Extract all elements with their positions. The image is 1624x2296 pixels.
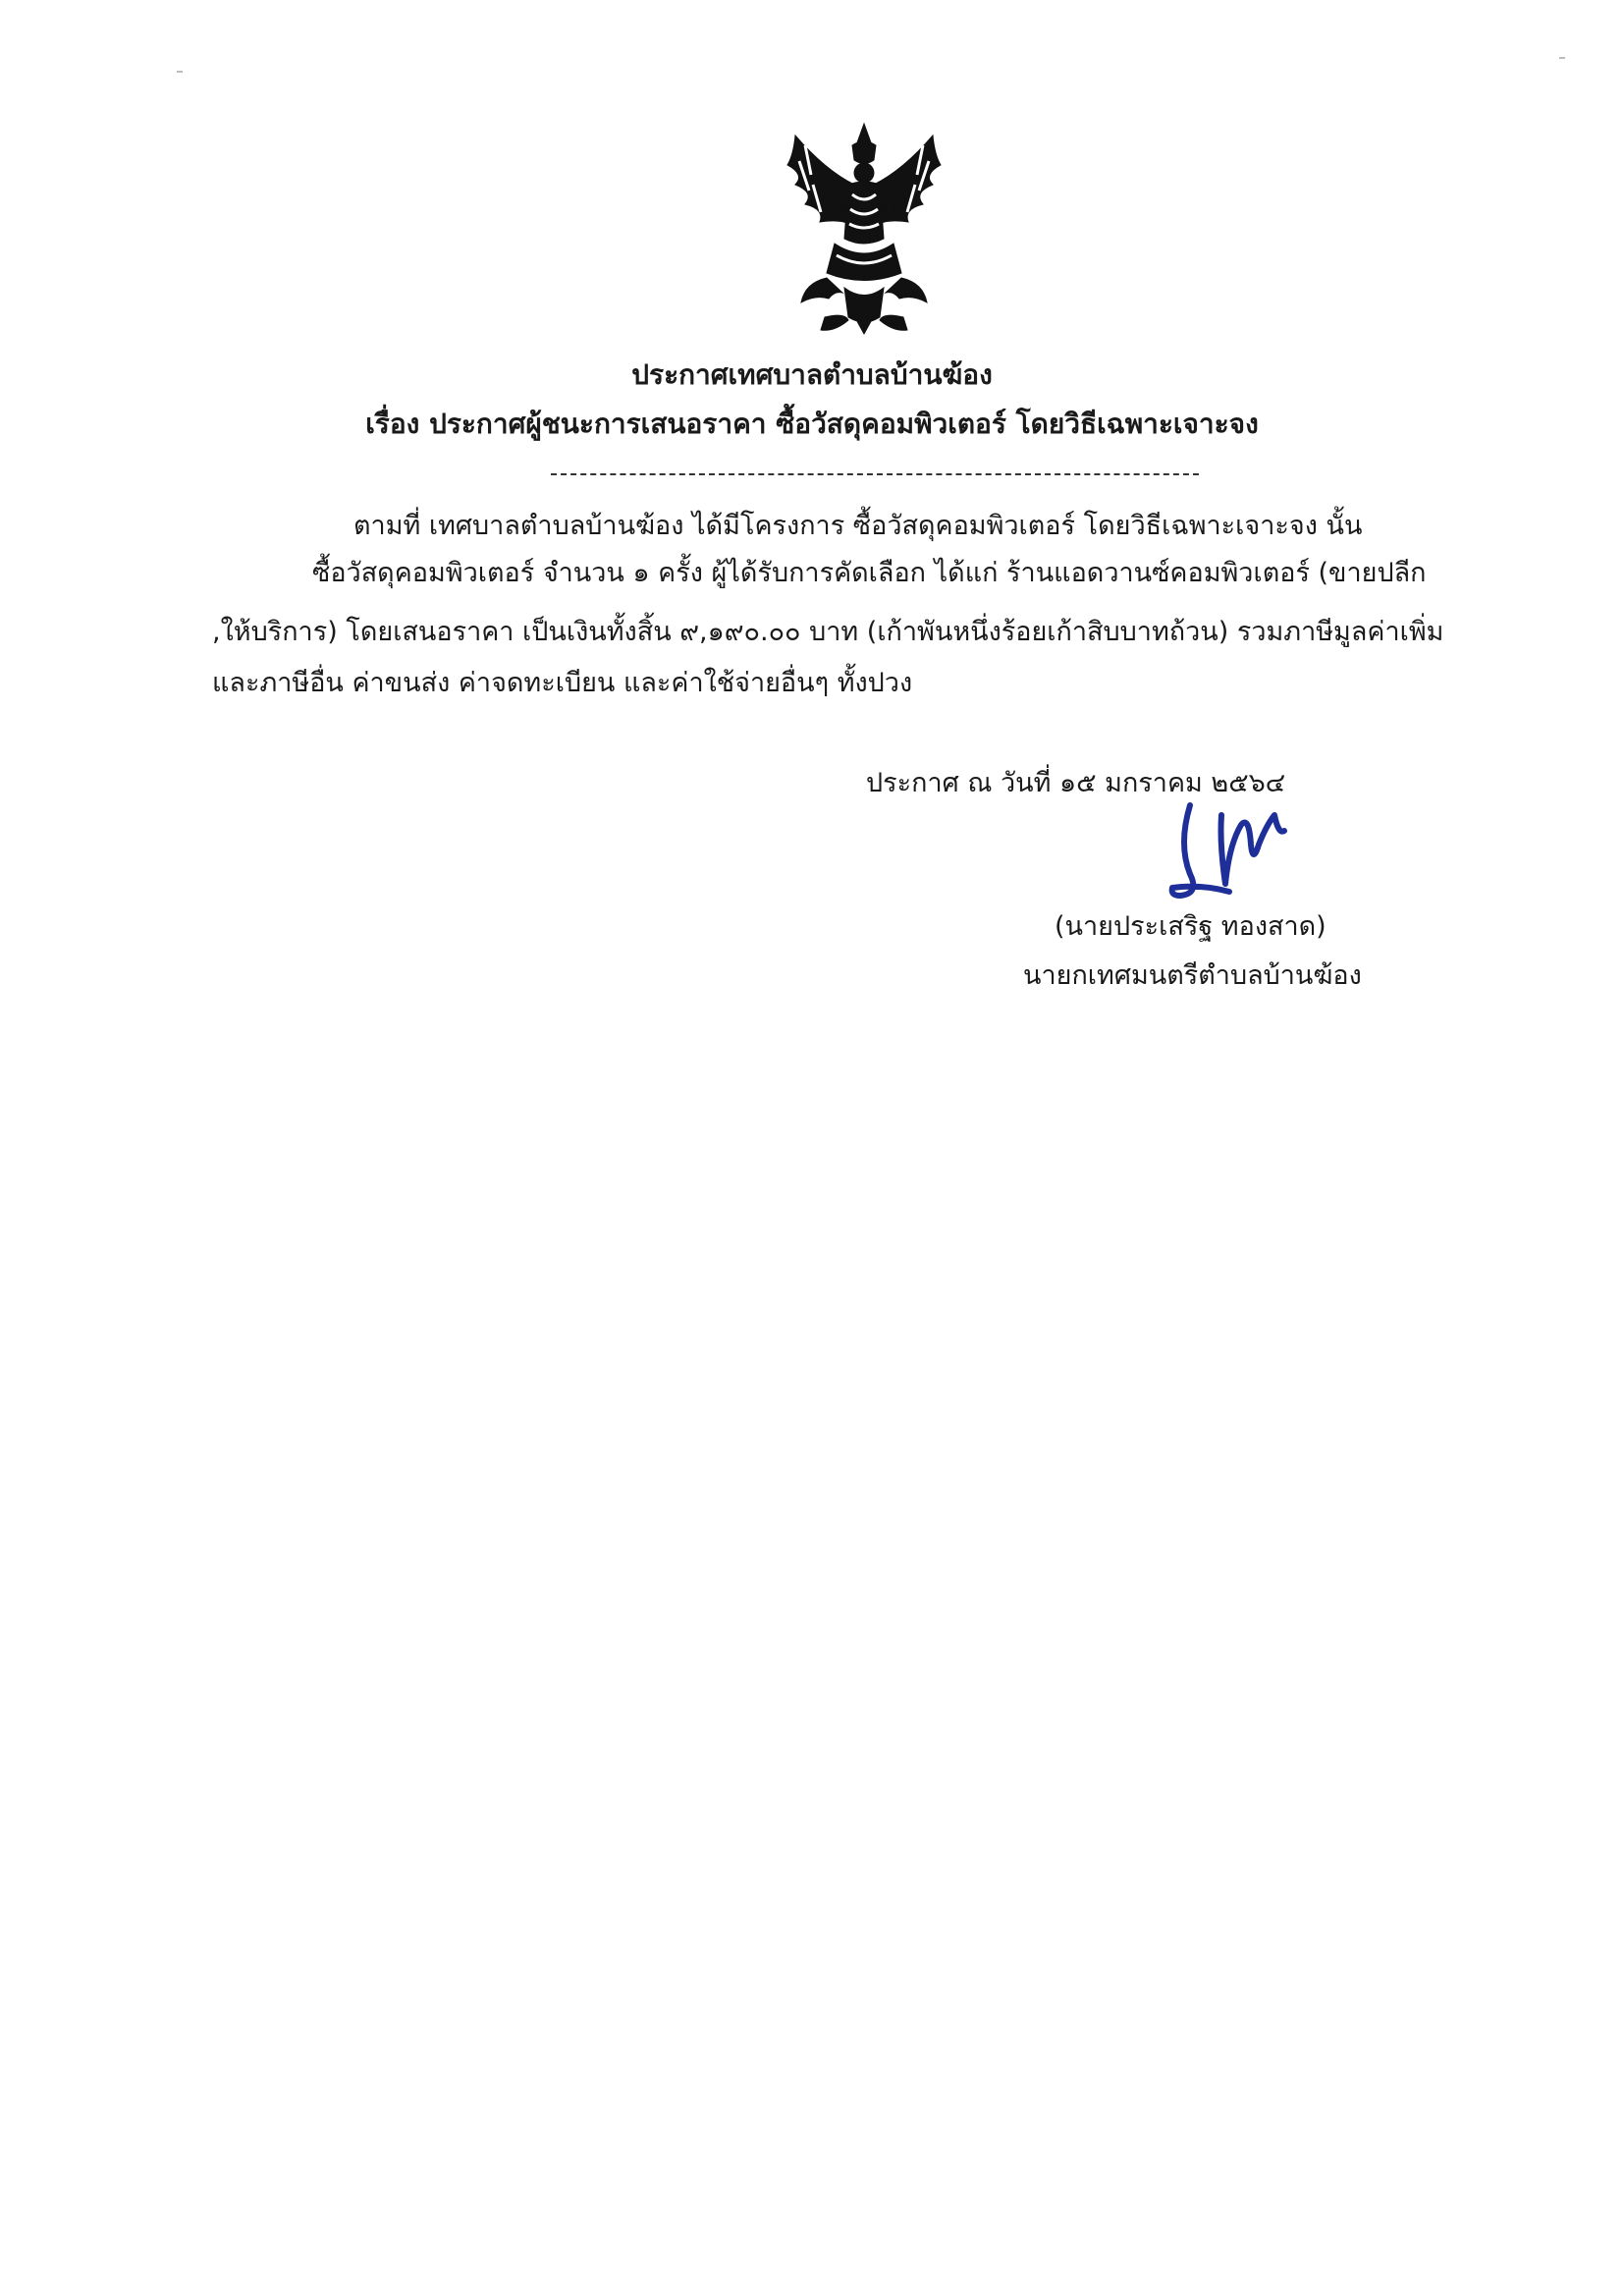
signature — [1161, 786, 1337, 903]
divider — [551, 473, 1199, 475]
announcement-subject: เรื่อง ประกาศผู้ชนะการเสนอราคา ซื้อวัสดุคอมพิวเตอร์ โดยวิธีเฉพาะเจาะจง — [365, 408, 1259, 440]
signer-name: (นายประเสริฐ ทองสาด) — [1055, 911, 1326, 942]
announcement-date: ประกาศ ณ วันที่ ๑๕ มกราคม ๒๕๖๔ — [866, 768, 1286, 798]
body-line-2: ซื้อวัสดุคอมพิวเตอร์ จำนวน ๑ ครั้ง ผู้ได้รับการคัดเลือก ได้แก่ ร้านแอดวานซ์คอมพิวเตอร์ (ขายปลีก — [312, 558, 1427, 588]
body-line-4: และภาษีอื่น ค่าขนส่ง ค่าจดทะเบียน และค่าใช้จ่ายอื่นๆ ทั้งปวง — [212, 668, 913, 698]
body-line-1: ตามที่ เทศบาลตำบลบ้านฆ้อง ได้มีโครงการ ซื้อวัสดุคอมพิวเตอร์ โดยวิธีเฉพาะเจาะจง นั้น — [353, 511, 1363, 541]
announcement-title: ประกาศเทศบาลตำบลบ้านฆ้อง — [631, 358, 993, 391]
garuda-emblem-icon — [766, 116, 962, 337]
scan-speck — [1559, 57, 1565, 59]
body-line-3: ,ให้บริการ) โดยเสนอราคา เป็นเงินทั้งสิ้น ๙,๑๙๐.๐๐ บาท (เก้าพันหนึ่งร้อยเก้าสิบบาทถ้วน) รวมภาษีมูลค่าเพิ่ม — [212, 617, 1444, 647]
scan-speck — [177, 71, 183, 73]
signer-position: นายกเทศมนตรีตำบลบ้านฆ้อง — [1023, 960, 1362, 991]
